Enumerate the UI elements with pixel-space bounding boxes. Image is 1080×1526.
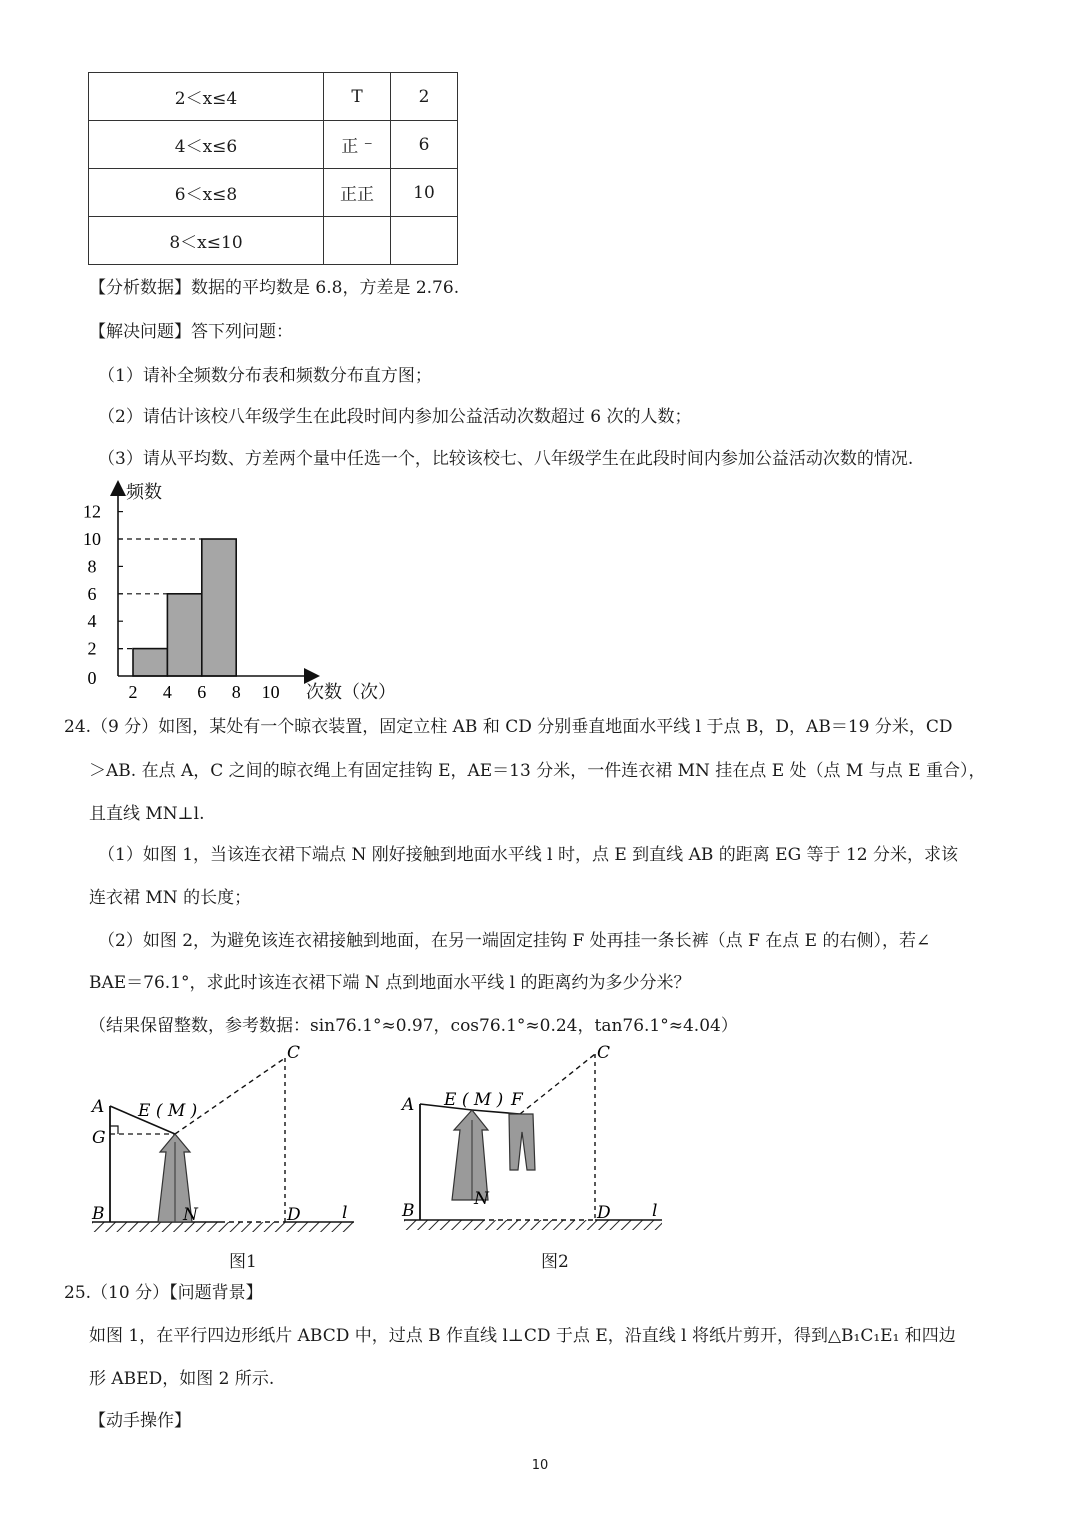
p24-q1-line-1: （1）如图 1，当该连衣裙下端点 N 刚好接触到地面水平线 l 时，点 E 到直线 AB 的距离 EG 等于 12 分米，求该: [98, 845, 958, 865]
label-a: A: [402, 1095, 415, 1115]
table-cell-range: 6＜x≤8: [89, 169, 324, 217]
label-c: C: [287, 1043, 301, 1063]
frequency-table: [88, 72, 458, 265]
y-tick-label: 0: [87, 668, 97, 688]
y-tick-label: 8: [87, 556, 97, 577]
analysis-text: 【分析数据】数据的平均数是 6.8，方差是 2.76.: [89, 278, 460, 298]
y-axis-label: 频数: [126, 482, 162, 503]
question-1: （1）请补全频数分布表和频数分布直方图；: [98, 366, 432, 386]
label-em: E ( M ): [444, 1090, 504, 1110]
x-tick-label: 8: [231, 682, 241, 702]
label-d: D: [597, 1203, 611, 1223]
table-cell-count: 6: [391, 121, 458, 169]
table-cell-tally: [324, 217, 391, 265]
p25-line-3: 形 ABED，如图 2 所示.: [89, 1369, 275, 1389]
table-cell-count: [391, 217, 458, 265]
table-row: [89, 169, 458, 217]
label-g: G: [92, 1128, 106, 1148]
p24-note: （结果保留整数，参考数据：sin76.1°≈0.97，cos76.1°≈0.24，tan76.1°≈4.04）: [89, 1016, 738, 1036]
table-cell-count: 2: [391, 73, 458, 121]
rope-ec: [175, 1058, 285, 1134]
table-cell-tally: T: [324, 73, 391, 121]
table-row: [89, 121, 458, 169]
y-tick-label: 4: [87, 611, 97, 632]
p24-line-1: 24.（9 分）如图，某处有一个晾衣装置，固定立柱 AB 和 CD 分别垂直地面水平线 l 于点 B，D，AB＝19 分米，CD: [64, 717, 953, 737]
right-angle-mark: [110, 1126, 118, 1134]
table-row: [89, 73, 458, 121]
p24-line-2: ＞AB. 在点 A，C 之间的晾衣绳上有固定挂钩 E，AE＝13 分米，一件连衣裙 MN 挂在点 E 处（点 M 与点 E 重合），: [89, 761, 986, 781]
label-em: E ( M ): [138, 1101, 198, 1121]
ground-hatch: [92, 1222, 354, 1232]
frequency-histogram: [80, 478, 420, 706]
solve-heading: 【解决问题】答下列问题：: [89, 322, 293, 342]
p24-q2-line-1: （2）如图 2，为避免该连衣裙接触到地面，在另一端固定挂钩 F 处再挂一条长裤（点 F 在点 E 的右侧），若∠: [98, 931, 931, 951]
table-cell-count: 10: [391, 169, 458, 217]
label-b: B: [402, 1201, 415, 1221]
table-cell-range: 2＜x≤4: [89, 73, 324, 121]
pants-shape: [509, 1114, 535, 1170]
y-tick-label: 2: [87, 638, 97, 659]
table-row: [89, 217, 458, 265]
question-3: （3）请从平均数、方差两个量中任选一个，比较该校七、八年级学生在此段时间内参加公益活动次数的情况.: [98, 449, 914, 469]
p25-line-1: 25.（10 分）【问题背景】: [64, 1283, 263, 1303]
y-tick-label: 10: [83, 529, 101, 549]
label-b: B: [92, 1204, 105, 1224]
rope-fc: [520, 1054, 595, 1114]
label-a: A: [92, 1097, 105, 1117]
label-l: l: [652, 1201, 658, 1221]
figure-2-caption: 图2: [541, 1252, 569, 1272]
y-tick-label: 12: [83, 501, 101, 522]
x-tick-label: 4: [162, 682, 172, 702]
x-tick-label: 10: [261, 682, 280, 702]
histogram-bar: [133, 649, 167, 676]
p24-q1-line-2: 连衣裙 MN 的长度；: [89, 888, 252, 908]
x-tick-label: 2: [128, 682, 138, 702]
label-l: l: [342, 1203, 348, 1223]
histogram-bar: [202, 539, 236, 676]
table-cell-tally: 正 ⁻: [324, 121, 391, 169]
y-tick-label: 6: [87, 583, 97, 604]
p25-line-4: 【动手操作】: [89, 1411, 191, 1431]
histogram-bar: [167, 594, 201, 676]
label-f: F: [511, 1090, 523, 1110]
x-axis-label: 次数（次）: [306, 682, 396, 703]
figure-1: [80, 1042, 370, 1237]
table-cell-range: 4＜x≤6: [89, 121, 324, 169]
label-n: N: [474, 1189, 489, 1209]
dress-shape: [452, 1110, 488, 1200]
page-number: 10: [531, 1458, 549, 1473]
table-cell-tally: 正正: [324, 169, 391, 217]
label-c: C: [597, 1043, 611, 1063]
ground-hatch: [404, 1220, 662, 1230]
label-n: N: [183, 1205, 198, 1225]
label-d: D: [287, 1205, 301, 1225]
x-tick-label: 6: [197, 682, 207, 702]
p24-q2-line-2: BAE＝76.1°，求此时该连衣裙下端 N 点到地面水平线 l 的距离约为多少分米？: [89, 973, 691, 993]
p24-line-3: 且直线 MN⊥l.: [89, 804, 205, 824]
p25-line-2: 如图 1，在平行四边形纸片 ABCD 中，过点 B 作直线 l⊥CD 于点 E，沿直线 l 将纸片剪开，得到△B₁C₁E₁ 和四边: [89, 1326, 956, 1346]
question-2: （2）请估计该校八年级学生在此段时间内参加公益活动次数超过 6 次的人数；: [98, 407, 692, 427]
figure-2: [390, 1042, 680, 1237]
table-cell-range: 8＜x≤10: [89, 217, 324, 265]
figure-1-caption: 图1: [229, 1252, 257, 1272]
